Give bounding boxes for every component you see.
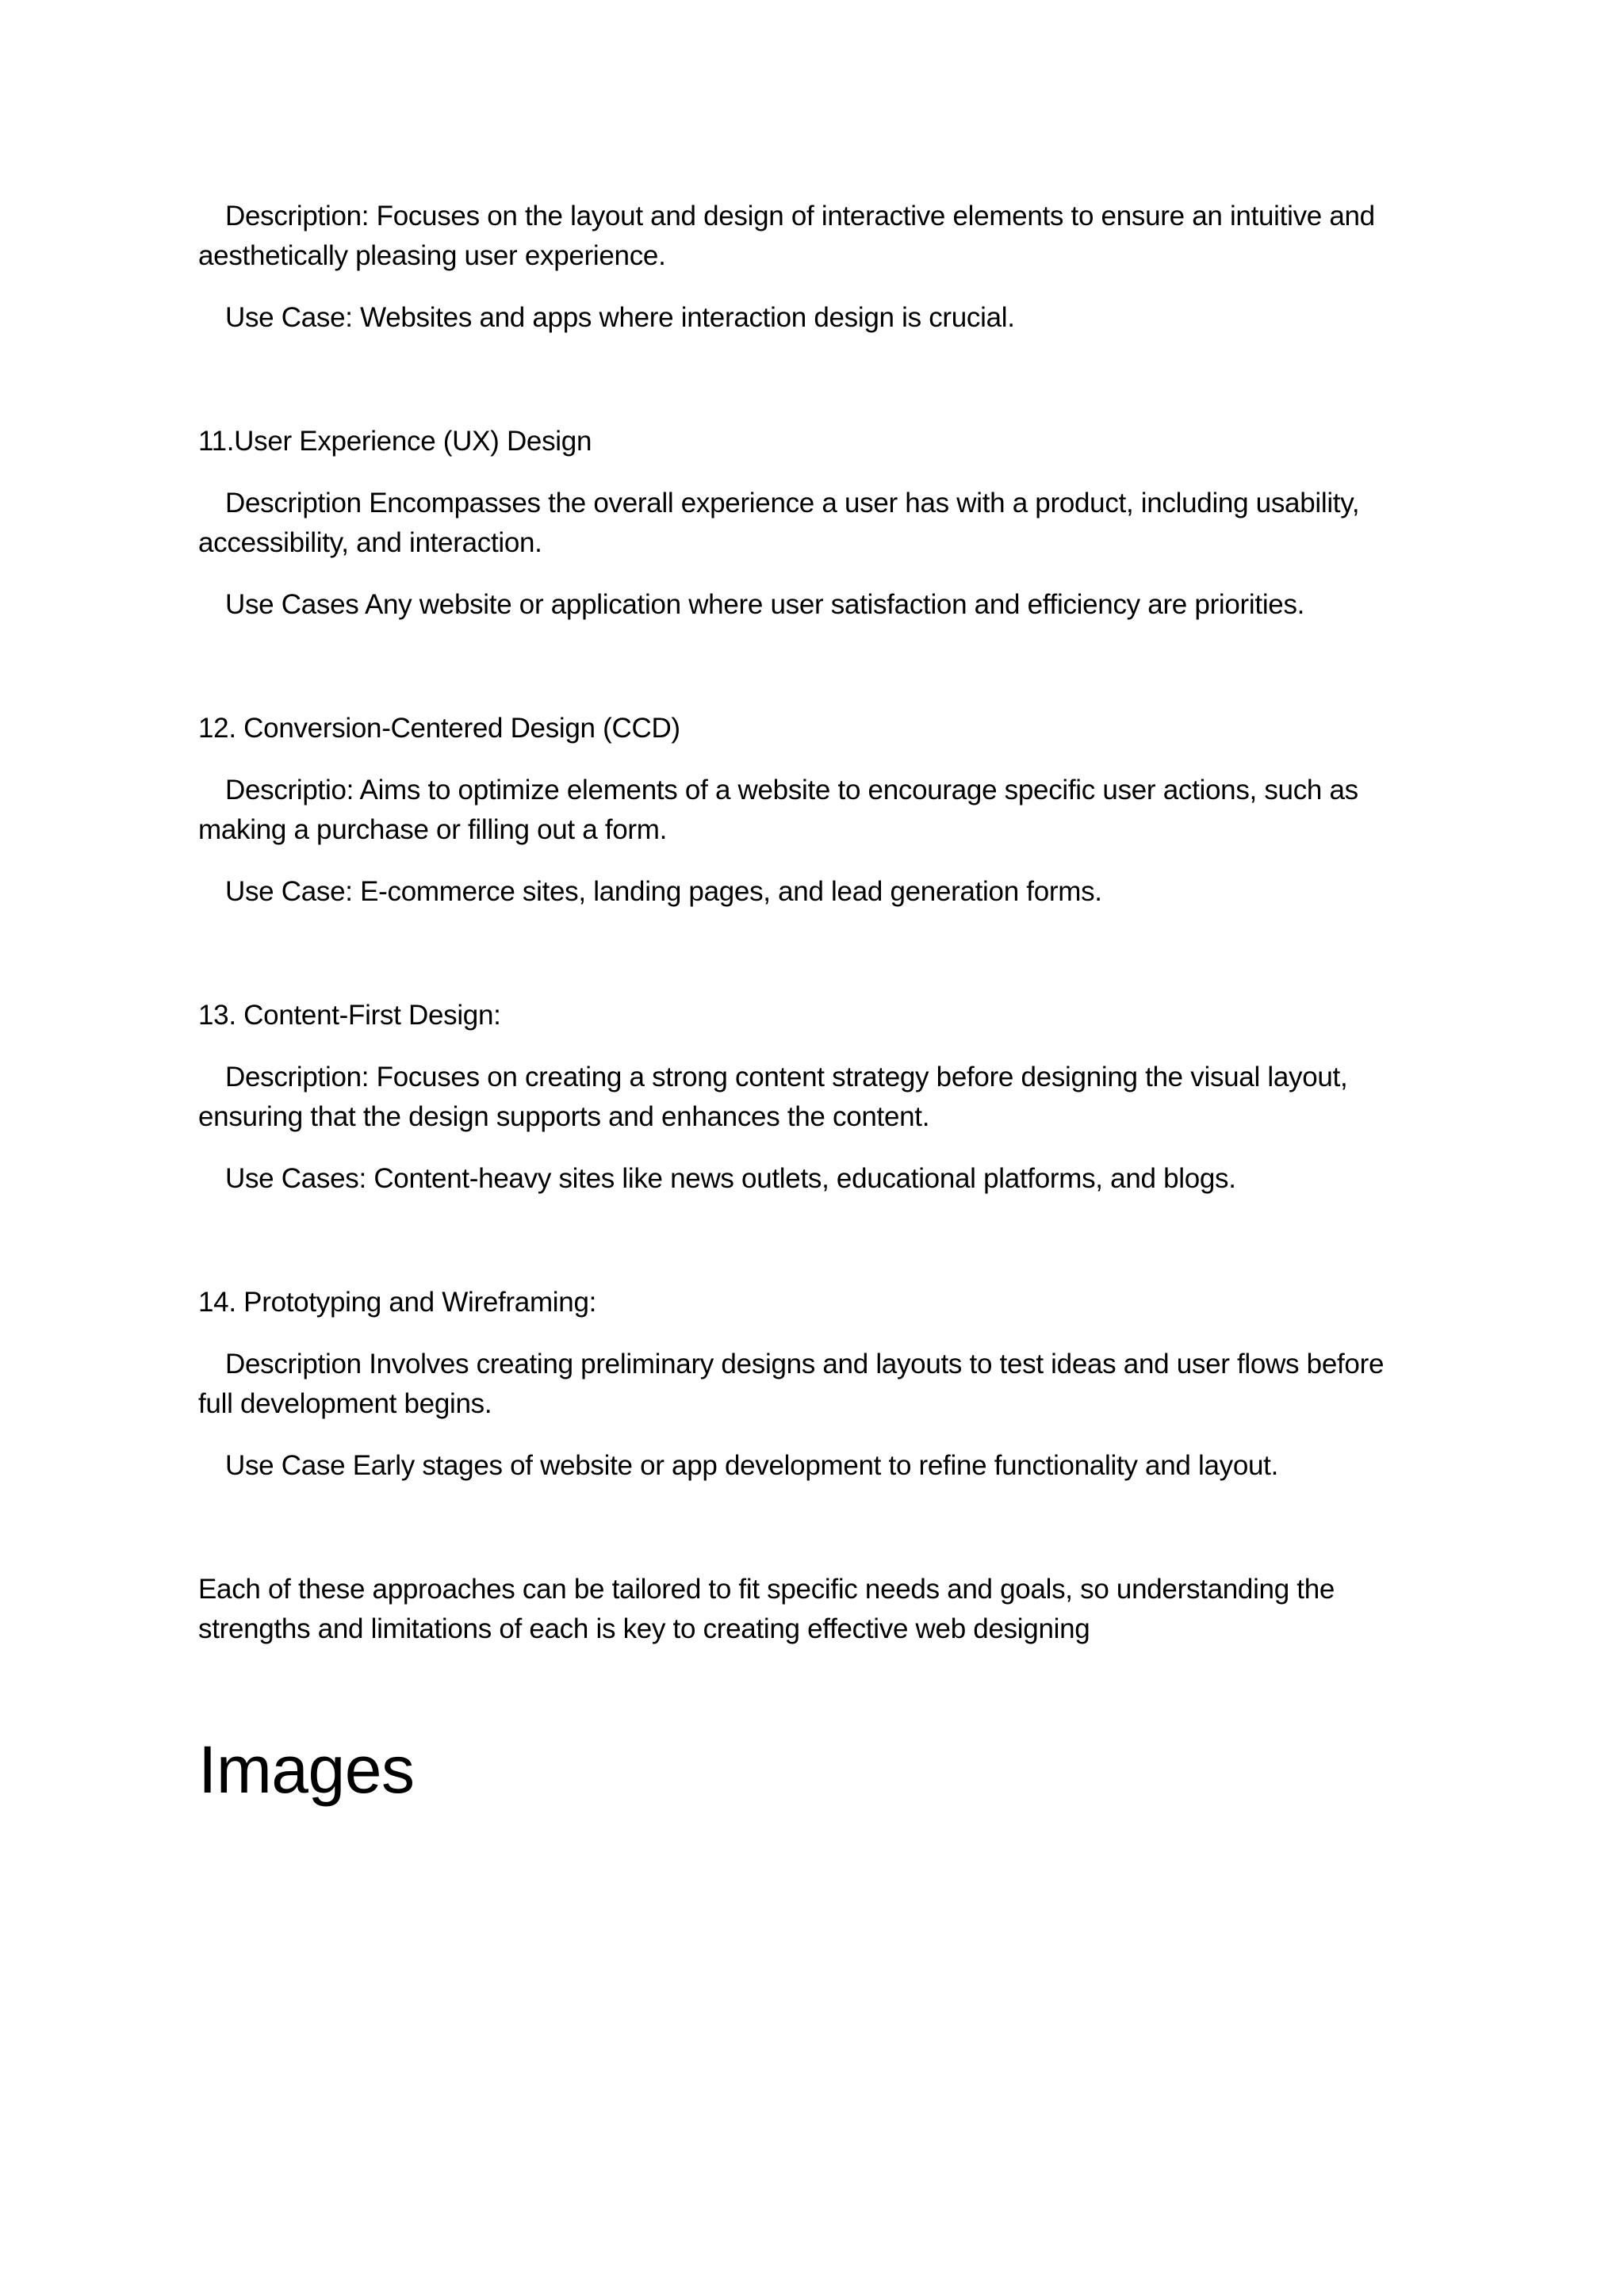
section-title: 14. Prototyping and Wireframing:: [198, 1287, 597, 1318]
section-use-case: Use Cases Any website or application where user satisfaction and efficiency are priorities.: [225, 589, 1305, 620]
section-description: Description Involves creating preliminary designs and layouts to test ideas and user flows before full development begins.: [198, 1349, 1385, 1419]
section-use-case: Use Case: Websites and apps where interaction design is crucial.: [225, 302, 1015, 333]
section-description: Description: Focuses on creating a strong content strategy before designing the visual layout, ensuring that the design supports and enhances the content.: [198, 1062, 1348, 1132]
section-use-case: Use Case Early stages of website or app development to refine functionality and layout.: [225, 1450, 1278, 1481]
section-description: Description: Focuses on the layout and design of interactive elements to ensure an intuitive and aesthetically pleasing user experience.: [198, 201, 1375, 271]
section-title: 13. Content-First Design:: [198, 1000, 501, 1031]
conclusion-paragraph: Each of these approaches can be tailored to fit specific needs and goals, so understanding the strengths and limitations of each is key to creating effective web designing: [198, 1574, 1335, 1644]
section-description: Description Encompasses the overall experience a user has with a product, including usability, accessibility, and interaction.: [198, 488, 1360, 558]
section-use-case: Use Cases: Content-heavy sites like news outlets, educational platforms, and blogs.: [225, 1163, 1236, 1194]
document-body: [198, 197, 1419, 1809]
images-heading: Images: [198, 1732, 415, 1807]
section-title: 11.User Experience (UX) Design: [198, 426, 592, 457]
section-title: 12. Conversion-Centered Design (CCD): [198, 713, 680, 744]
section-use-case: Use Case: E-commerce sites, landing pages, and lead generation forms.: [225, 876, 1102, 907]
section-description: Descriptio: Aims to optimize elements of a website to encourage specific user actions, such as making a purchase or filling out a form.: [198, 775, 1358, 845]
